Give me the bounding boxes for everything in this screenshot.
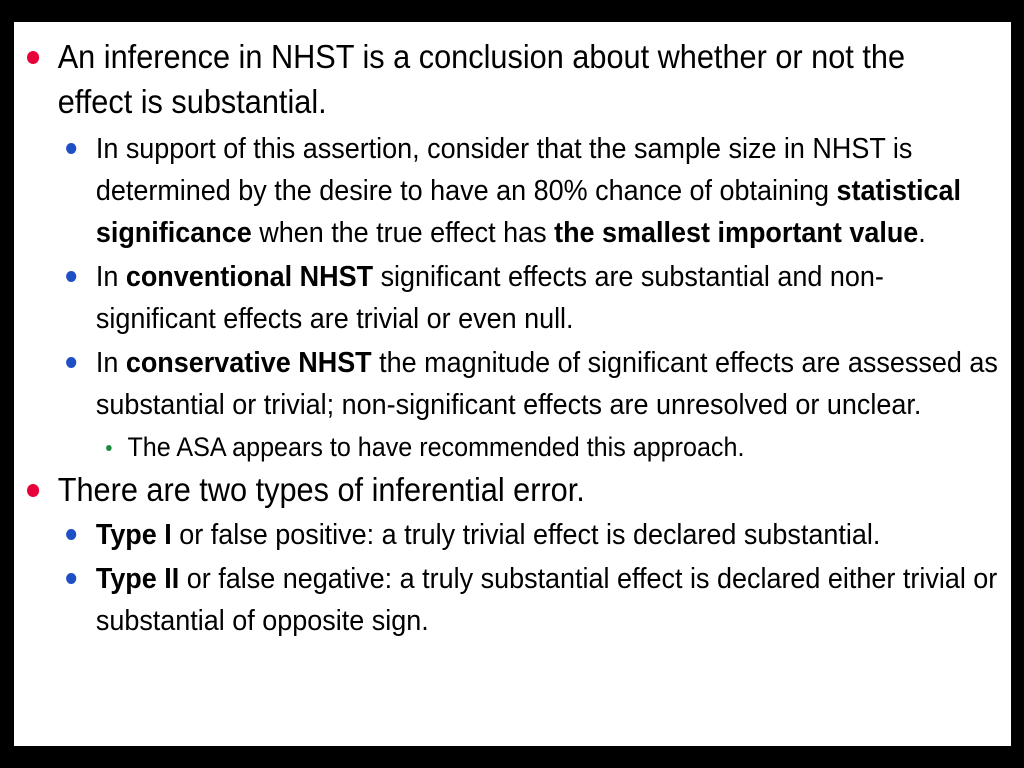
- bullet-nhst-inference: [14, 34, 988, 124]
- bullet-inferential-error-types: [14, 467, 988, 512]
- bullet-text: or false positive: a truly trivial effect is declared substantial.: [171, 519, 881, 551]
- bullet-sample-size-support: [14, 128, 1003, 254]
- bullet-text: In: [95, 347, 126, 379]
- bullet-text: when the true effect has: [251, 217, 555, 249]
- bullet-text: In: [95, 261, 126, 293]
- bullet-dot-icon: [27, 51, 39, 64]
- bullet-dot-icon: [66, 573, 76, 584]
- bold-term-smallest-important-value: the smallest important value: [554, 217, 919, 249]
- bold-term-conservative-nhst: conservative NHST: [125, 347, 372, 379]
- bullet-type-2-error: [14, 558, 1003, 642]
- bullet-text: The ASA appears to have recommended this approach.: [127, 432, 745, 462]
- bullet-conventional-nhst: [14, 256, 1003, 340]
- bold-term-conventional-nhst: conventional NHST: [125, 261, 374, 293]
- slide: [14, 22, 1011, 746]
- bullet-list: [14, 34, 1011, 642]
- bold-term-statistical-significance: statistical significance: [95, 175, 961, 249]
- bullet-dot-icon: [66, 271, 76, 282]
- bullet-text: There are two types of inferential error.: [57, 471, 585, 508]
- bullet-conservative-nhst: [14, 342, 1003, 426]
- bullet-text: In support of this assertion, consider that the sample size in NHST is determined by the desire to have an 80% chance of obtaining: [95, 133, 913, 207]
- bullet-type-1-error: [14, 514, 1003, 556]
- bullet-asa-recommendation: [14, 428, 1002, 466]
- bullet-text: .: [918, 217, 926, 249]
- bold-term-type-1: Type I: [95, 519, 172, 551]
- bullet-text: significant effects are substantial and non-significant effects are trivial or even null.: [95, 261, 884, 335]
- bullet-dot-icon: [66, 143, 76, 154]
- bullet-dot-icon: [66, 357, 76, 368]
- bullet-dot-icon: [106, 445, 112, 451]
- bold-term-type-2: Type II: [95, 563, 180, 595]
- bullet-dot-icon: [66, 529, 76, 540]
- bullet-dot-icon: [27, 484, 39, 497]
- bullet-text: An inference in NHST is a conclusion about whether or not the effect is substantial.: [57, 38, 906, 120]
- bullet-text: or false negative: a truly substantial effect is declared either trivial or substantial of opposite sign.: [95, 563, 998, 637]
- bullet-text: the magnitude of significant effects are assessed as substantial or trivial; non-significant effects are unresolved or unclear.: [95, 347, 998, 421]
